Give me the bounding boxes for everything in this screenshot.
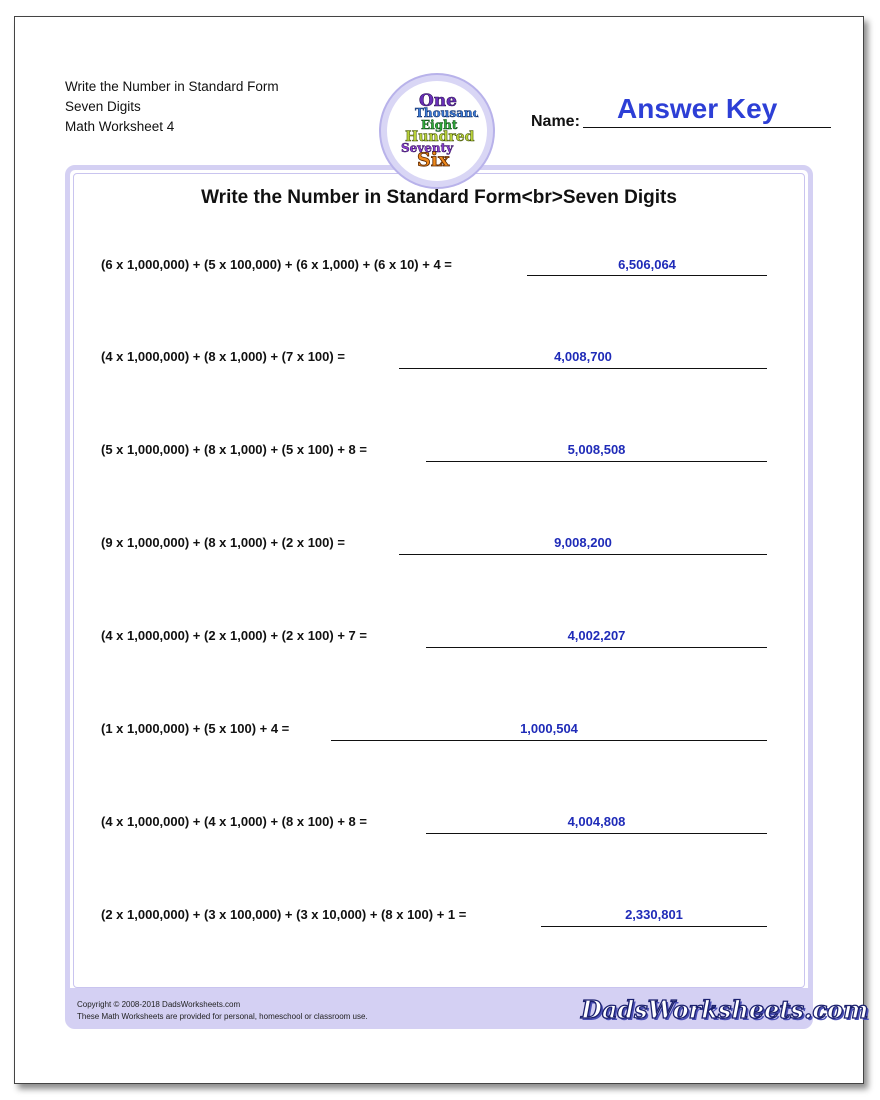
name-label: Name: [531, 113, 580, 130]
problem-6-answer-line [331, 740, 767, 741]
dadsworksheets-logo: DadsWorksheets.com [581, 995, 869, 1024]
problem-3-answer: 5,008,508 [567, 442, 626, 457]
usage-notice: These Math Worksheets are provided for personal, homeschool or classroom use. [77, 1012, 368, 1021]
logo-word-hundred: Hundred [405, 129, 475, 145]
problem-1-answer-line [527, 275, 767, 276]
problem-4-expression: (9 x 1,000,000) + (8 x 1,000) + (2 x 100) = [101, 535, 345, 550]
number-words-logo [381, 75, 493, 187]
problem-6-expression: (1 x 1,000,000) + (5 x 100) + 4 = [101, 721, 290, 736]
problem-7-expression: (4 x 1,000,000) + (4 x 1,000) + (8 x 100) + 8 = [101, 814, 367, 829]
problem-6-answer: 1,000,504 [520, 721, 578, 736]
frame-inner-border [73, 173, 805, 988]
problem-2-answer: 4,008,700 [554, 349, 612, 364]
problem-7-answer: 4,004,808 [567, 814, 626, 829]
problem-8-answer-line [541, 926, 767, 927]
problem-1-expression: (6 x 1,000,000) + (5 x 100,000) + (6 x 1,000) + (6 x 10) + 4 = [101, 257, 452, 272]
worksheet-page [14, 16, 869, 1084]
problem-8-answer: 2,330,801 [625, 907, 683, 922]
header-subtitle: Seven Digits [65, 99, 141, 114]
problem-2-answer-line [399, 368, 767, 369]
copyright-text: Copyright © 2008-2018 DadsWorksheets.com [77, 1000, 241, 1009]
logo-word-thousand: Thousand [415, 106, 481, 120]
problem-4-answer-line [399, 554, 767, 555]
problem-3-answer-line [426, 461, 767, 462]
problem-8-expression: (2 x 1,000,000) + (3 x 100,000) + (3 x 10,000) + (8 x 100) + 1 = [101, 907, 467, 922]
problem-5-answer-line [426, 647, 767, 648]
name-line [583, 127, 831, 128]
logo-word-seventy: Seventy [401, 141, 454, 155]
worksheet-header [65, 77, 279, 137]
footer-copyright [77, 999, 368, 1023]
logo-art [393, 87, 481, 175]
problem-4-answer: 9,008,200 [554, 535, 612, 550]
problem-3-expression: (5 x 1,000,000) + (8 x 1,000) + (5 x 100) + 8 = [101, 442, 367, 457]
worksheet-title: Write the Number in Standard Form<br>Seven Digits [201, 187, 677, 208]
answer-key-label: Answer Key [617, 93, 778, 124]
problem-5-answer: 4,002,207 [567, 628, 626, 643]
logo-word-six: Six [417, 149, 450, 171]
logo-word-eight: Eight [421, 118, 458, 132]
problem-5-expression: (4 x 1,000,000) + (2 x 1,000) + (2 x 100) + 7 = [101, 628, 367, 643]
problem-2-expression: (4 x 1,000,000) + (8 x 1,000) + (7 x 100) = [101, 349, 345, 364]
problem-1-answer: 6,506,064 [618, 257, 676, 272]
problem-7-answer-line [426, 833, 767, 834]
header-title: Write the Number in Standard Form [65, 79, 279, 94]
worksheet-frame [65, 165, 813, 1029]
header-worksheet-number: Math Worksheet 4 [65, 119, 175, 134]
logo-word-one: One [419, 91, 457, 111]
